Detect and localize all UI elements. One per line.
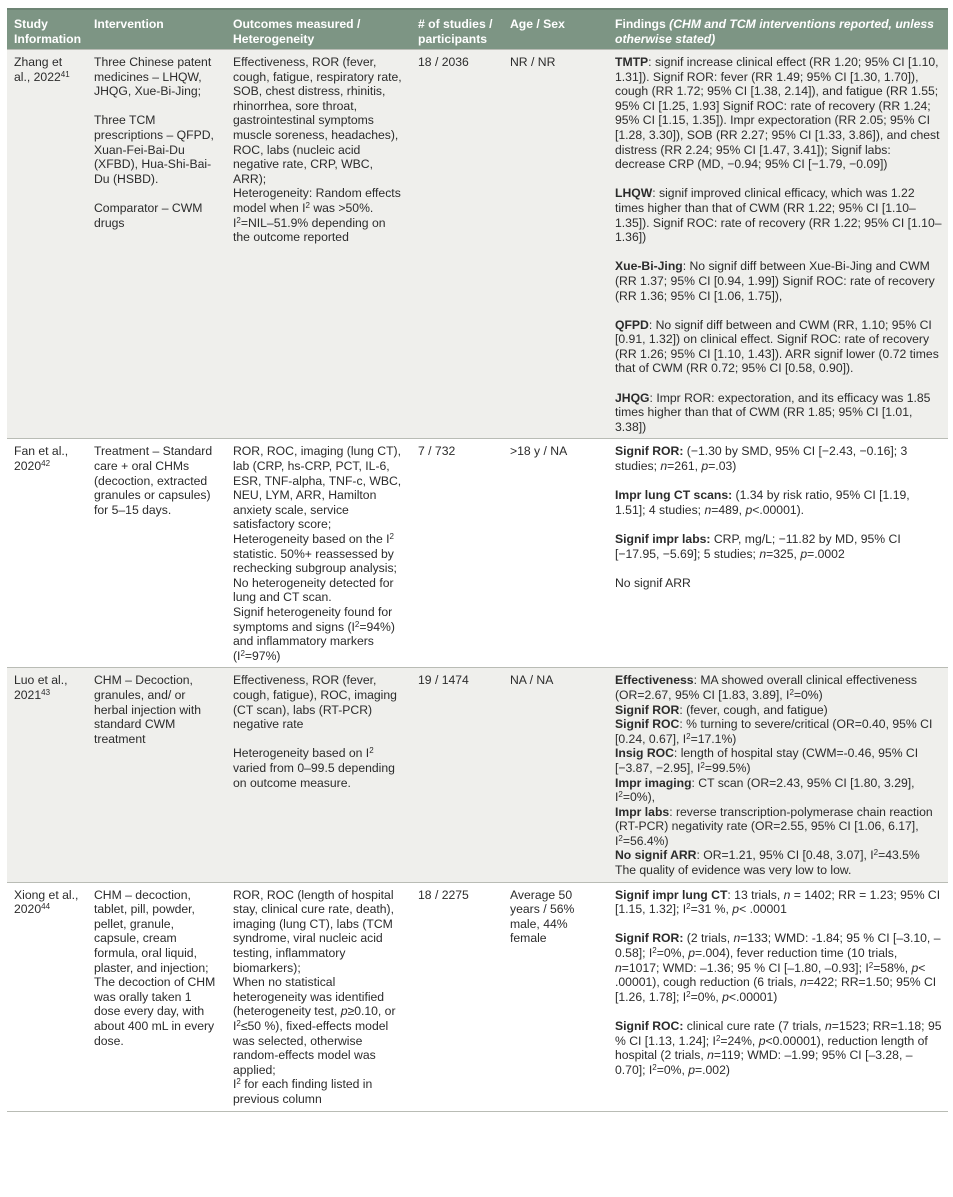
cell-studies: 18 / 2275 bbox=[411, 882, 503, 1111]
cell-study bbox=[7, 50, 87, 439]
cell-study bbox=[7, 882, 87, 1111]
table-row bbox=[7, 882, 948, 1111]
cell-intervention: Treatment – Standard care + oral CHMs (decoction, extracted granules or capsules) for 5–15 days. bbox=[87, 439, 226, 668]
header-agesex: Age / Sex bbox=[503, 9, 608, 50]
header-outcomes: Outcomes measured / Heterogeneity bbox=[226, 9, 411, 50]
cell-agesex: NA / NA bbox=[503, 668, 608, 882]
cell-intervention: CHM – decoction, tablet, pill, powder, pellet, granule, capsule, cream formula, oral liquid, plaster, and injection; The decoction of CHM was orally taken 1 dose every day, with about 400 mL in every dose. bbox=[87, 882, 226, 1111]
cell-intervention: CHM – Decoction, granules, and/ or herbal injection with standard CWM treatment bbox=[87, 668, 226, 882]
table-header-row bbox=[7, 9, 948, 50]
cell-agesex: Average 50 years / 56% male, 44% female bbox=[503, 882, 608, 1111]
cell-findings: Signif ROR: (−1.30 by SMD, 95% CI [−2.43, −0.16]; 3 studies; n=261, p=.03) Impr lung CT scans: (1.34 by risk ratio, 95% CI [1.19, 1.51]; 4 studies; n=489, p<.00001). Signif impr labs: CRP, mg/L; −11.82 by MD, 95% CI [−17.95, −5.69]; 5 studies; n=325, p=.0002 No signif ARR bbox=[608, 439, 948, 668]
table-row bbox=[7, 439, 948, 668]
cell-studies: 7 / 732 bbox=[411, 439, 503, 668]
table-row bbox=[7, 50, 948, 439]
evidence-table bbox=[7, 8, 948, 1112]
study-ref: 44 bbox=[41, 902, 51, 912]
header-studies: # of studies / participants bbox=[411, 9, 503, 50]
cell-findings: Signif impr lung CT: 13 trials, n = 1402; RR = 1.23; 95% CI [1.15, 1.32]; $I^2=31$ %, p< .00001 Signif ROR: (2 trials, n=133; WMD: -1.84; 95 % CI [–3.10, –0.58]; $I^2=0\%$, p=.004), fever reduction time (10 trials, n=1017; WMD: –1.36; 95 % CI [–1.80, –0.93]; $I^2=58\%$, p< .00001), cough reduction (6 trials, n=422; RR=1.50; 95% CI [1.26, 1.78]; $I^2=0\%$, p<.00001) Signif ROC: clinical cure rate (7 trials, n=1523; RR=1.18; 95 % CI [1.13, 1.24]; $I^2=24\%$, p<0.00001), reduction length of hospital (2 trials, n=119; WMD: –1.99; 95% CI [–3.28, –0.70]; $I^2=0\%$, p=.002) bbox=[608, 882, 948, 1111]
study-name: Xiong et al., 2020 bbox=[14, 887, 79, 917]
header-findings-label: Findings bbox=[615, 17, 666, 31]
cell-studies: 19 / 1474 bbox=[411, 668, 503, 882]
study-name: Fan et al., 2020 bbox=[14, 444, 69, 474]
cell-studies: 18 / 2036 bbox=[411, 50, 503, 439]
cell-findings: Effectiveness: MA showed overall clinical effectiveness (OR=2.67, 95% CI [1.83, 3.89], $I^2=0\%$) Signif ROR: (fever, cough, and fatigue) Signif ROC: % turning to severe/critical (OR=0.40, 95% CI [0.24, 0.67], $I^2=17.1\%$) Insig ROC: length of hospital stay (CWM=-0.46, 95% CI [−3.87, −2.95], $I^2=99.5\%$) Impr imaging: CT scan (OR=2.43, 95% CI [1.80, 3.29], $I^2=0\%$), Impr labs: reverse transcription-polymerase chain reaction (RT-PCR) negativity rate (OR=2.55, 95% CI [1.06, 6.17], $I^2=56.4\%$) No signif ARR: OR=1.21, 95% CI [0.48, 3.07], $I^2=43.5\%$ The quality of evidence was very low to low. bbox=[608, 668, 948, 882]
cell-agesex: >18 y / NA bbox=[503, 439, 608, 668]
table-row bbox=[7, 668, 948, 882]
study-ref: 43 bbox=[41, 687, 51, 697]
cell-outcomes: ROR, ROC, imaging (lung CT), lab (CRP, hs-CRP, PCT, IL-6, ESR, TNF-alpha, TNF-c, WBC, NEU, LYM, ARR, Hamilton anxiety scale, service satisfactory score; Heterogeneity based on the $I^2$ statistic. 50%+ reassessed by rechecking subgroup analysis; No heterogeneity detected for lung and CT scan. Signif heterogeneity found for symptoms and signs $(I^2=94\%)$ and inflammatory markers $(I^2=97\%)$ bbox=[226, 439, 411, 668]
cell-outcomes: Effectiveness, ROR (fever, cough, fatigue), ROC, imaging (CT scan), labs (RT-PCR) negative rate Heterogeneity based on $I^2$ varied from 0–99.5 depending on outcome measure. bbox=[226, 668, 411, 882]
header-findings-note: (CHM and TCM interventions reported, unless otherwise stated) bbox=[615, 17, 934, 46]
cell-outcomes: ROR, ROC (length of hospital stay, clinical cure rate, death), imaging (lung CT), labs (TCM syndrome, viral nucleic acid testing, inflammatory biomarkers); When no statistical heterogeneity was identified (heterogeneity test, p≥0.10, or $I^2\le 50$ %), fixed-effects model was selected, otherwise random-effects model was applied; $I^2$ for each finding listed in previous column bbox=[226, 882, 411, 1111]
cell-agesex: NR / NR bbox=[503, 50, 608, 439]
study-name: Luo et al., 2021 bbox=[14, 673, 68, 702]
study-ref: 41 bbox=[60, 69, 70, 79]
cell-findings: TMTP: signif increase clinical effect (RR 1.20; 95% CI [1.10, 1.31]). Signif ROR: fever (RR 1.49; 95% CI [1.30, 1.70]), cough (RR 1.72; 95% CI [1.38, 2.14]), and fatigue (RR 1.55; 95% CI [1.25, 1.93] Signif ROC: rate of recovery (RR 1.24; 95% CI [1.15, 1.35]). Impr expectoration (RR 2.05; 95% CI [1.28, 3.30]), SOB (RR 2.27; 95% CI [1.33, 3.86]), and chest distress (RR 2.24; 95% CI [1.47, 3.41]); Signif labs: decrease CRP (MD, −0.94; 95% CI [−1.79, −0.09]) LHQW: signif improved clinical efficacy, which was 1.22 times higher than that of CWM (RR 1.22; 95% CI [1.10–1.35]). Signif ROC: rate of recovery (RR 1.22; 95% CI [1.10–1.36]) Xue-Bi-Jing: No signif diff between Xue-Bi-Jing and CWM (RR 1.37; 95% CI [0.94, 1.99]) Signif ROC: rate of recovery (RR 1.36; 95% CI [1.06, 1.75]), QFPD: No signif diff between and CWM (RR, 1.10; 95% CI [0.91, 1.32]) on clinical effect. Signif ROC: rate of recovery (RR 1.26; 95% CI [1.10, 1.43]). ARR signif lower (0.72 times that of CWM (RR 0.72; 95% CI [0.58, 0.90]). JHQG: Impr ROR: expectoration, and its efficacy was 1.85 times higher than that of CWM (RR 1.85; 95% CI [1.01, 3.38]) bbox=[608, 50, 948, 439]
study-ref: 42 bbox=[41, 459, 51, 469]
study-name: Zhang et al., 2022 bbox=[14, 55, 63, 84]
cell-study bbox=[7, 439, 87, 668]
cell-outcomes: Effectiveness, ROR (fever, cough, fatigue, respiratory rate, SOB, chest distress, rhinitis, rhinorrhea, sore throat, gastrointestinal symptoms muscle soreness, headaches), ROC, labs (nucleic acid negative rate, CRP, WBC, ARR); Heterogeneity: Random effects model when $I^2$ was >50%. $I^2=NIL-51.9\%$ depending on the outcome reported bbox=[226, 50, 411, 439]
header-intervention: Intervention bbox=[87, 9, 226, 50]
header-findings bbox=[608, 9, 948, 50]
header-study: Study Information bbox=[7, 9, 87, 50]
cell-study bbox=[7, 668, 87, 882]
cell-intervention: Three Chinese patent medicines – LHQW, JHQG, Xue-Bi-Jing; Three TCM prescriptions – QFPD, Xuan-Fei-Bai-Du (XFBD), Hua-Shi-Bai-Du (HSBD). Comparator – CWM drugs bbox=[87, 50, 226, 439]
